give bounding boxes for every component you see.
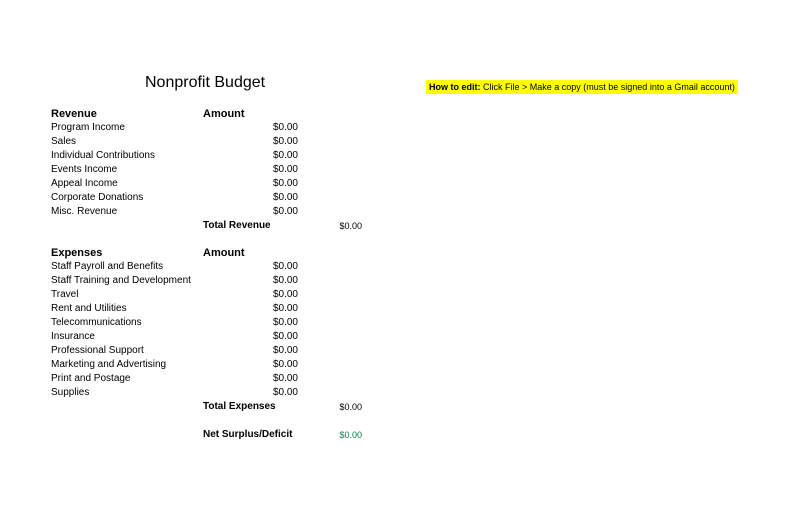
edit-instructions-note xyxy=(426,80,738,94)
total-expenses-row xyxy=(0,400,790,414)
table-row[interactable] xyxy=(0,135,790,149)
table-row[interactable] xyxy=(0,149,790,163)
total-revenue-value: $0.00 xyxy=(339,221,362,231)
expenses-header: Expenses xyxy=(51,247,103,259)
row-label: Misc. Revenue xyxy=(51,206,118,217)
revenue-header-row xyxy=(0,107,790,121)
row-amount[interactable]: $0.00 xyxy=(272,178,298,189)
total-revenue-row xyxy=(0,219,790,233)
row-label: Print and Postage xyxy=(51,373,131,384)
row-amount[interactable]: $0.00 xyxy=(272,122,298,133)
row-amount[interactable]: $0.00 xyxy=(272,136,298,147)
note-bold: How to edit: xyxy=(429,82,481,92)
row-label: Sales xyxy=(51,136,77,147)
row-label: Staff Training and Development xyxy=(51,275,191,286)
total-expenses-value: $0.00 xyxy=(339,402,362,412)
total-revenue-label: Total Revenue xyxy=(203,220,271,231)
row-amount[interactable]: $0.00 xyxy=(272,192,298,203)
table-row[interactable] xyxy=(0,372,790,386)
row-label: Program Income xyxy=(51,122,125,133)
net-surplus-row xyxy=(0,428,790,442)
table-row[interactable] xyxy=(0,177,790,191)
row-amount[interactable]: $0.00 xyxy=(272,261,298,272)
table-row[interactable] xyxy=(0,316,790,330)
row-label: Telecommunications xyxy=(51,317,142,328)
row-label: Individual Contributions xyxy=(51,150,155,161)
table-row[interactable] xyxy=(0,330,790,344)
row-label: Marketing and Advertising xyxy=(51,359,167,370)
table-row[interactable] xyxy=(0,191,790,205)
row-label: Events Income xyxy=(51,164,118,175)
row-label: Insurance xyxy=(51,331,95,342)
row-label: Appeal Income xyxy=(51,178,118,189)
table-row[interactable] xyxy=(0,344,790,358)
row-amount[interactable]: $0.00 xyxy=(272,303,298,314)
table-row[interactable] xyxy=(0,121,790,135)
total-expenses-label: Total Expenses xyxy=(203,401,276,412)
row-amount[interactable]: $0.00 xyxy=(272,387,298,398)
row-amount[interactable]: $0.00 xyxy=(272,275,298,286)
row-label: Rent and Utilities xyxy=(51,303,127,314)
table-row[interactable] xyxy=(0,274,790,288)
row-amount[interactable]: $0.00 xyxy=(272,289,298,300)
row-amount[interactable]: $0.00 xyxy=(272,206,298,217)
row-label: Travel xyxy=(51,289,79,300)
row-label: Professional Support xyxy=(51,345,144,356)
table-row[interactable] xyxy=(0,386,790,400)
net-surplus-value: $0.00 xyxy=(339,430,362,440)
row-label: Corporate Donations xyxy=(51,192,144,203)
table-row[interactable] xyxy=(0,288,790,302)
table-row[interactable] xyxy=(0,163,790,177)
row-amount[interactable]: $0.00 xyxy=(272,164,298,175)
table-row[interactable] xyxy=(0,205,790,219)
row-amount[interactable]: $0.00 xyxy=(272,317,298,328)
net-surplus-label: Net Surplus/Deficit xyxy=(203,429,293,440)
amount-header: Amount xyxy=(203,247,245,259)
row-amount[interactable]: $0.00 xyxy=(272,150,298,161)
row-label: Supplies xyxy=(51,387,90,398)
row-amount[interactable]: $0.00 xyxy=(272,331,298,342)
revenue-header: Revenue xyxy=(51,108,97,120)
row-amount[interactable]: $0.00 xyxy=(272,373,298,384)
amount-header: Amount xyxy=(203,108,245,120)
table-row[interactable] xyxy=(0,302,790,316)
row-label: Staff Payroll and Benefits xyxy=(51,261,164,272)
table-row[interactable] xyxy=(0,358,790,372)
page-title: Nonprofit Budget xyxy=(145,74,266,91)
expenses-header-row xyxy=(0,246,790,260)
note-text: Click File > Make a copy (must be signed into a Gmail account) xyxy=(480,82,735,92)
row-amount[interactable]: $0.00 xyxy=(272,345,298,356)
row-amount[interactable]: $0.00 xyxy=(272,359,298,370)
table-row[interactable] xyxy=(0,260,790,274)
